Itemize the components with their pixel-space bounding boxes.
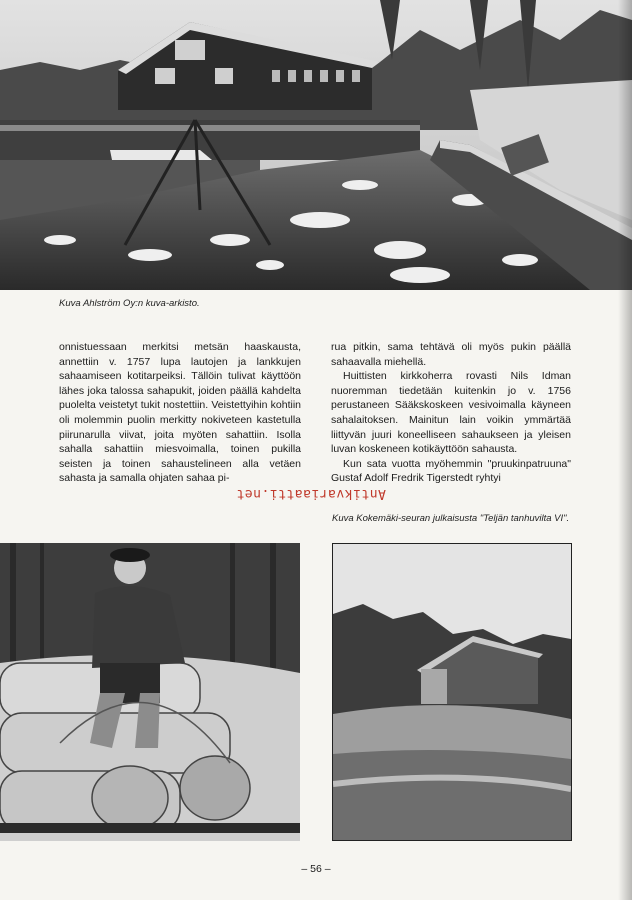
top-photo-caption: Kuva Ahlström Oy:n kuva-arkisto. — [59, 298, 200, 309]
page-number: – 56 – — [301, 863, 331, 875]
log-sled-photo — [0, 543, 300, 841]
paragraph: onnistuessaan merkitsi metsän haaskausta, annettiin v. 1757 lupa lautojen ja lankkujen sahaamiseen kotitarpeiksi. Tällöin tulivat käyttöön lähes joka talossa sahapukit, joiden päällä kahdelta puolelta veistetyt tukit nostettiin. Veistettyihin kohtiin oli molemmin puolin merkitty nokiveteen kastetulla piirunarulla viivat, joita myöten sahattiin. Isolla sahalla sahattiin miesvoimalla, toinen pukilla seisten ja toinen sahaustelineen alla vetäen sahasta ja samalla ohjaten sahaa pi- — [59, 341, 301, 485]
sawmill-photo — [0, 0, 632, 290]
paragraph: rua pitkin, sama tehtävä oli myös pukin päällä sahaavalla miehellä. — [331, 341, 571, 368]
paragraph: Kun sata vuotta myöhemmin "pruukinpatruuna" Gustaf Adolf Fredrik Tigerstedt ryhtyi — [331, 457, 571, 485]
old-mill-photo — [332, 543, 572, 841]
watermark-stamp: Antikvariaatti.net — [236, 486, 386, 501]
page-edge-shadow — [618, 0, 632, 900]
text-column-left — [59, 340, 301, 486]
text-column-right — [331, 340, 571, 486]
right-photo-caption: Kuva Kokemäki-seuran julkaisusta "Teljän tanhuvilta VI". — [332, 513, 570, 524]
paragraph: Huittisten kirkkoherra rovasti Nils Idman nuoremman tiedetään kuitenkin jo v. 1756 perustaneen Sääkskoskeen vesivoimalla käyneen sahalaitoksen. Mainitun lain voikin ymmärtää liittyvän juuri koneelliseen sahaukseen ja yleisen luvan koskeneen kotikäyttöön sahausta. — [331, 370, 571, 456]
